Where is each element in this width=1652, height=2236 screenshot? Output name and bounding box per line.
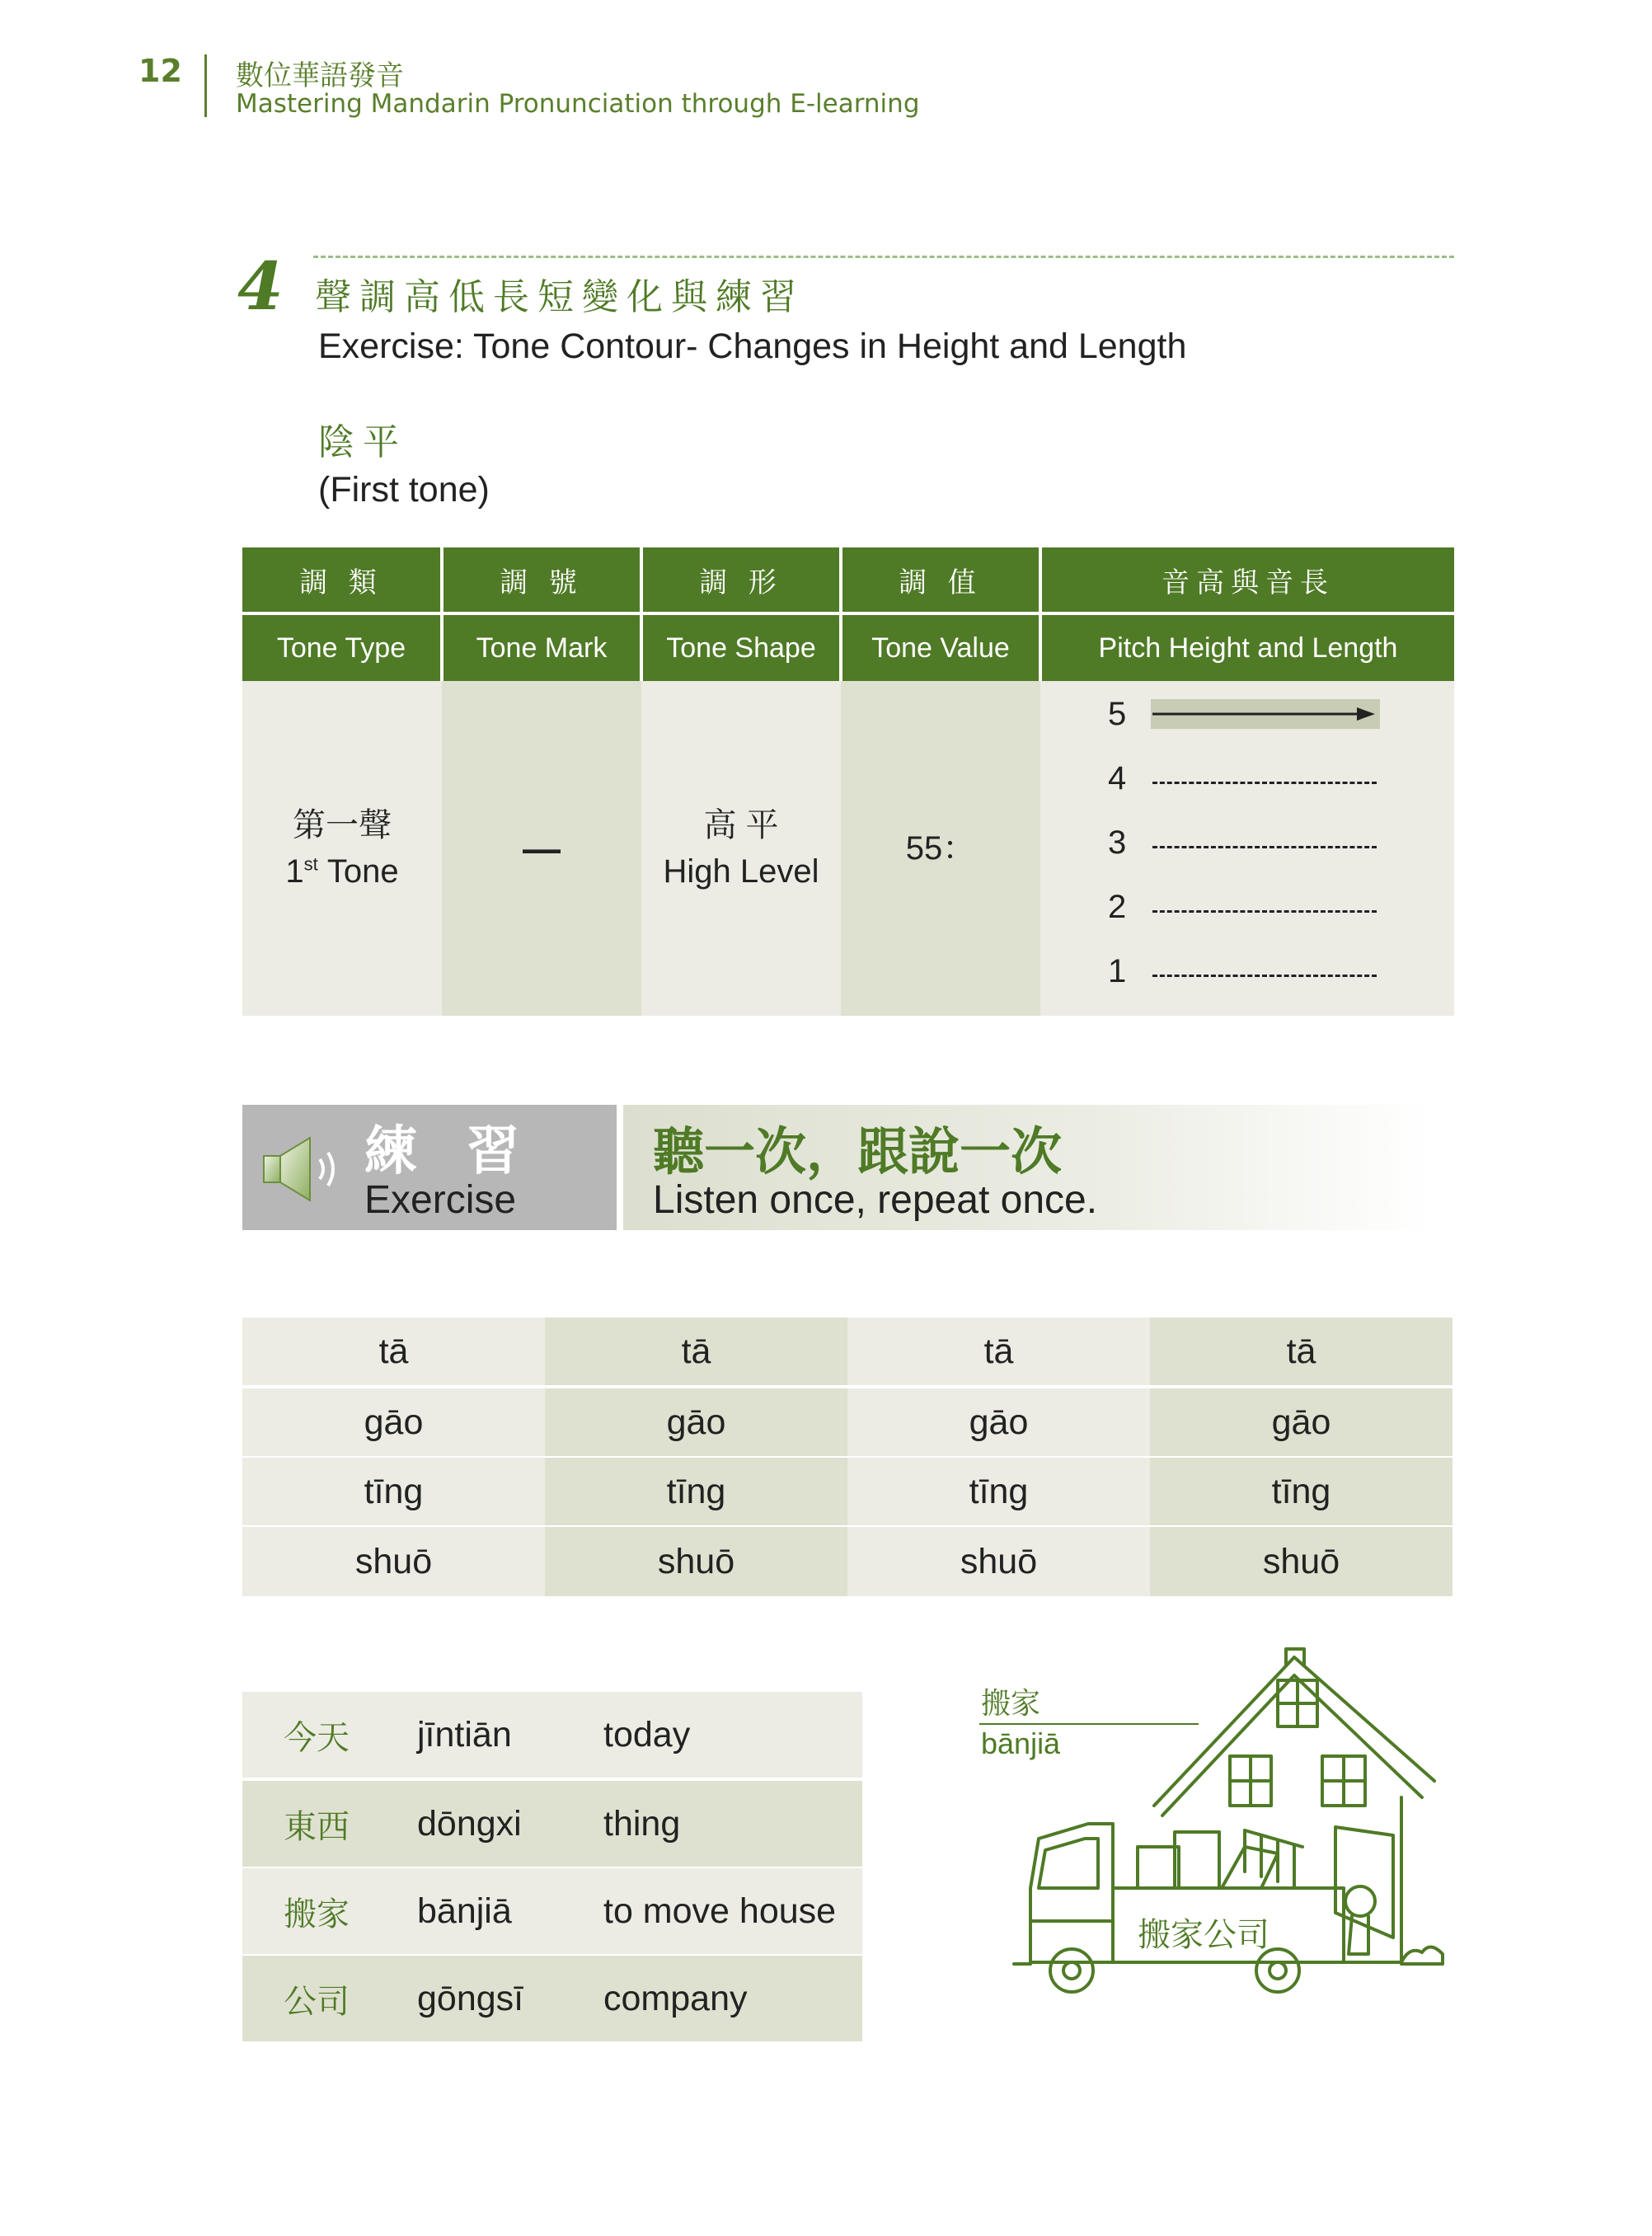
tone-table: [242, 547, 1454, 1016]
exercise-label-en: Exercise: [364, 1178, 517, 1222]
section-dashed-rule: [313, 256, 1454, 258]
book-title-zh: 數位華語發音: [236, 59, 404, 92]
cell-pitch: [1040, 681, 1454, 1016]
cell-tone-mark: [442, 681, 641, 1016]
vocab-english: company: [603, 1978, 748, 2018]
pitch-guide-2: [1152, 910, 1377, 913]
pinyin-cell[interactable]: shuō: [1150, 1527, 1453, 1596]
header-divider: [204, 54, 207, 117]
pinyin-cell[interactable]: tā: [545, 1318, 847, 1385]
tone-shape-en: High Level: [663, 853, 819, 890]
pitch-level-3: 3: [1108, 824, 1127, 861]
vocab-hanzi: 搬家: [284, 1895, 350, 1933]
pinyin-cell[interactable]: tā: [242, 1318, 545, 1385]
pinyin-cell[interactable]: shuō: [242, 1527, 545, 1596]
pinyin-cell[interactable]: tīng: [242, 1458, 545, 1525]
tone-type-number: 1: [285, 853, 304, 890]
vocab-pinyin: dōngxi: [417, 1803, 522, 1844]
pinyin-cell[interactable]: tīng: [545, 1458, 847, 1525]
exercise-instruction-en: Listen once, repeat once.: [653, 1178, 1098, 1222]
vocab-row[interactable]: [242, 1781, 862, 1867]
pinyin-cell[interactable]: gāo: [242, 1388, 545, 1456]
vocab-pinyin: bānjiā: [417, 1891, 512, 1931]
header-tone-value-en: Tone Value: [842, 615, 1039, 681]
tone-mark: —: [523, 826, 561, 870]
exercise-instruction-zh: 聽一次，跟說一次: [653, 1121, 1063, 1181]
section-title-zh: 聲調高低長短變化與練習: [315, 276, 805, 318]
header-tone-mark-en: Tone Mark: [444, 615, 640, 681]
book-title-en: Mastering Mandarin Pronunciation through E-learning: [236, 89, 920, 119]
vocab-english: to move house: [603, 1891, 837, 1931]
tone-shape-zh: 高 平: [703, 807, 779, 843]
tone-value: 55：: [905, 830, 976, 867]
pitch-arrow: [1151, 698, 1382, 730]
header-pitch-en: Pitch Height and Length: [1042, 615, 1454, 681]
pitch-level-2: 2: [1108, 889, 1127, 925]
pitch-guide-3: [1152, 846, 1377, 848]
cell-tone-shape: [641, 681, 841, 1016]
pinyin-cell[interactable]: gāo: [1150, 1388, 1453, 1456]
cell-tone-value: [841, 681, 1040, 1016]
pinyin-cell[interactable]: shuō: [847, 1527, 1150, 1596]
pinyin-cell[interactable]: gāo: [545, 1388, 847, 1456]
exercise-label-zh: 練習: [364, 1120, 569, 1182]
pitch-level-1: 1: [1108, 953, 1127, 989]
section-number: 4: [237, 247, 284, 325]
header-tone-type-en: Tone Type: [242, 615, 440, 681]
speaker-icon[interactable]: [262, 1134, 345, 1204]
vocab-hanzi: 東西: [284, 1807, 350, 1846]
tone-name-en: (First tone): [318, 470, 490, 510]
vocab-hanzi: 今天: [284, 1718, 350, 1757]
pitch-level-5: 5: [1108, 696, 1127, 732]
vocab-row[interactable]: [242, 1956, 862, 2041]
vocab-row[interactable]: [242, 1868, 862, 1954]
vocab-pinyin: gōngsī: [417, 1978, 524, 2018]
illustration-caption-zh: 搬家: [981, 1687, 1041, 1721]
header-tone-shape-en: Tone Shape: [643, 615, 839, 681]
vocab-english: thing: [603, 1803, 681, 1844]
tone-type-en: [285, 848, 398, 895]
vocab-english: today: [603, 1714, 691, 1755]
tone-type-zh: 第一聲: [293, 807, 392, 843]
tone-type-ordinal: st: [303, 853, 318, 875]
truck-sign: 搬家公司: [1138, 1916, 1270, 1954]
illustration-caption-pinyin: bānjiā: [981, 1726, 1061, 1760]
pinyin-cell[interactable]: tīng: [847, 1458, 1150, 1525]
header-tone-mark-zh: 調 號: [444, 547, 640, 612]
pinyin-cell[interactable]: tīng: [1150, 1458, 1453, 1525]
tone-type-word: Tone: [326, 853, 399, 890]
pitch-guide-4: [1152, 782, 1377, 784]
vocab-row[interactable]: [242, 1692, 862, 1778]
vocab-hanzi: 公司: [284, 1982, 350, 2021]
cell-tone-type: [242, 681, 442, 1016]
header-pitch-zh: 音高與音長: [1042, 547, 1454, 612]
pinyin-cell[interactable]: tā: [847, 1318, 1150, 1385]
pinyin-cell[interactable]: shuō: [545, 1527, 847, 1596]
tone-name-zh: 陰平: [318, 421, 407, 463]
moving-truck-illustration: [1006, 1641, 1467, 2003]
vocab-pinyin: jīntiān: [417, 1714, 512, 1755]
pitch-guide-1: [1152, 975, 1377, 977]
header-tone-value-zh: 調 值: [842, 547, 1039, 612]
header-tone-type-zh: 調 類: [242, 547, 440, 612]
page-number: 12: [138, 53, 182, 89]
section-title-en: Exercise: Tone Contour- Changes in Height and Length: [318, 326, 1187, 366]
pinyin-cell[interactable]: tā: [1150, 1318, 1453, 1385]
pinyin-grid: [242, 1318, 1453, 1596]
pinyin-cell[interactable]: gāo: [847, 1388, 1150, 1456]
pitch-level-4: 4: [1108, 760, 1127, 796]
header-tone-shape-zh: 調 形: [643, 547, 839, 612]
